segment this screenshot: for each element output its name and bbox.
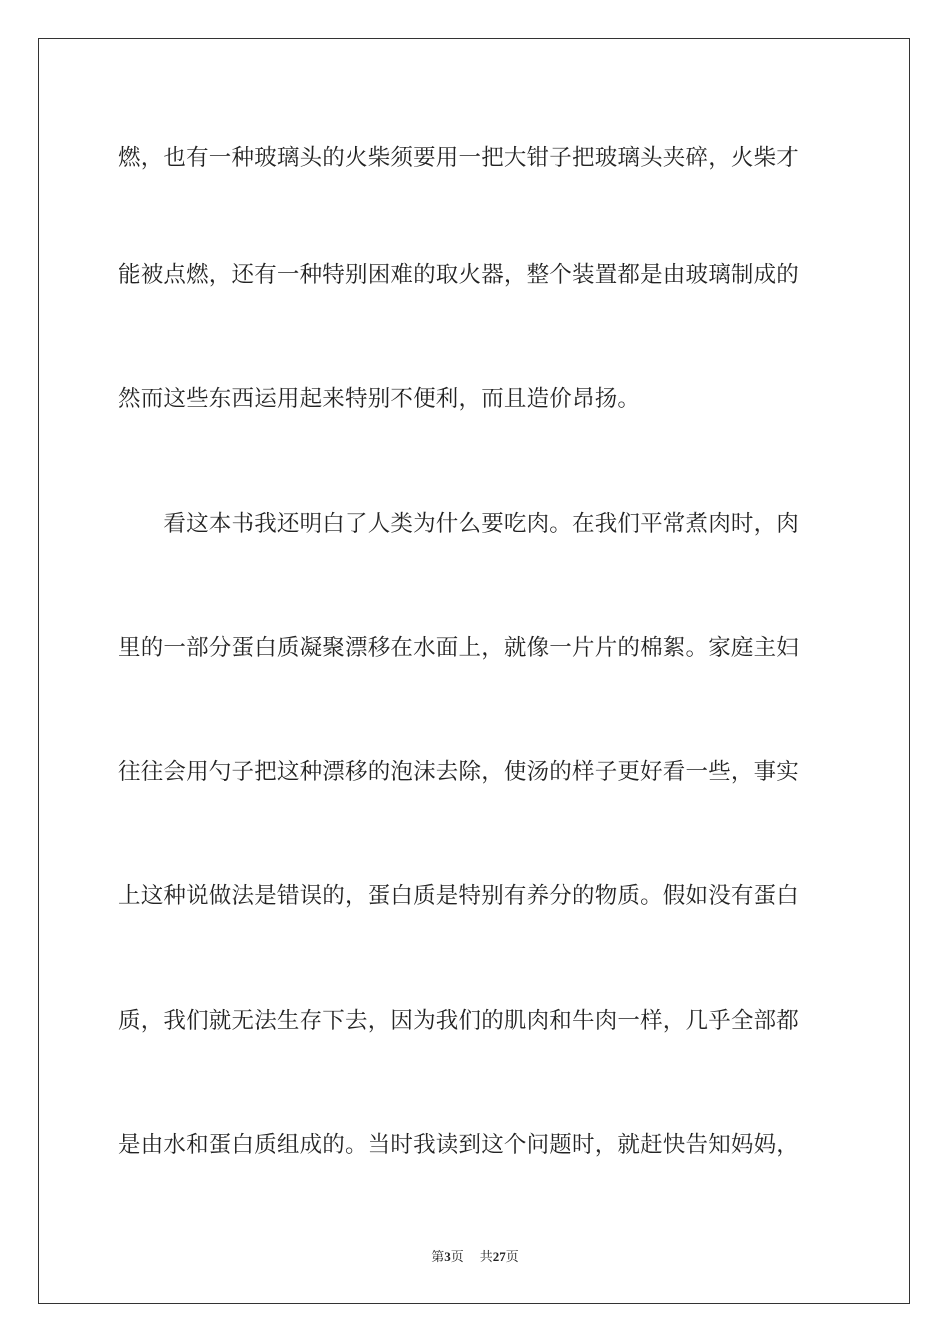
page-suffix: 页 — [450, 1250, 464, 1265]
text-line-3: 然而这些东西运用起来特别不便利，而且造价昂扬。 — [118, 386, 641, 412]
text-line-6: 往往会用勺子把这种漂移的泡沫去除，使汤的样子更好看一些，事实 — [118, 759, 800, 785]
text-line-1: 燃，也有一种玻璃头的火柴须要用一把大钳子把玻璃头夹碎，火柴才 — [118, 145, 800, 171]
text-line-9: 是由水和蛋白质组成的。当时我读到这个问题时，就赶快告知妈妈， — [118, 1132, 800, 1158]
text-line-2: 能被点燃，还有一种特别困难的取火器，整个装置都是由玻璃制成的 — [118, 262, 800, 288]
text-line-7: 上这种说做法是错误的，蛋白质是特别有养分的物质。假如没有蛋白 — [118, 883, 800, 909]
page-footer — [0, 1248, 950, 1267]
text-line-5: 里的一部分蛋白质凝聚漂移在水面上，就像一片片的棉絮。家庭主妇 — [118, 635, 800, 661]
text-line-4: 看这本书我还明白了人类为什么要吃肉。在我们平常煮肉时，肉 — [118, 511, 800, 537]
total-prefix: 共 — [479, 1250, 493, 1265]
page-number: 3 — [444, 1249, 451, 1264]
text-line-8: 质，我们就无法生存下去，因为我们的肌肉和牛肉一样，几乎全部都 — [118, 1008, 800, 1034]
total-suffix: 页 — [505, 1250, 519, 1265]
total-pages: 27 — [492, 1249, 506, 1264]
page-border — [38, 38, 910, 1304]
page-prefix: 第 — [431, 1250, 445, 1265]
